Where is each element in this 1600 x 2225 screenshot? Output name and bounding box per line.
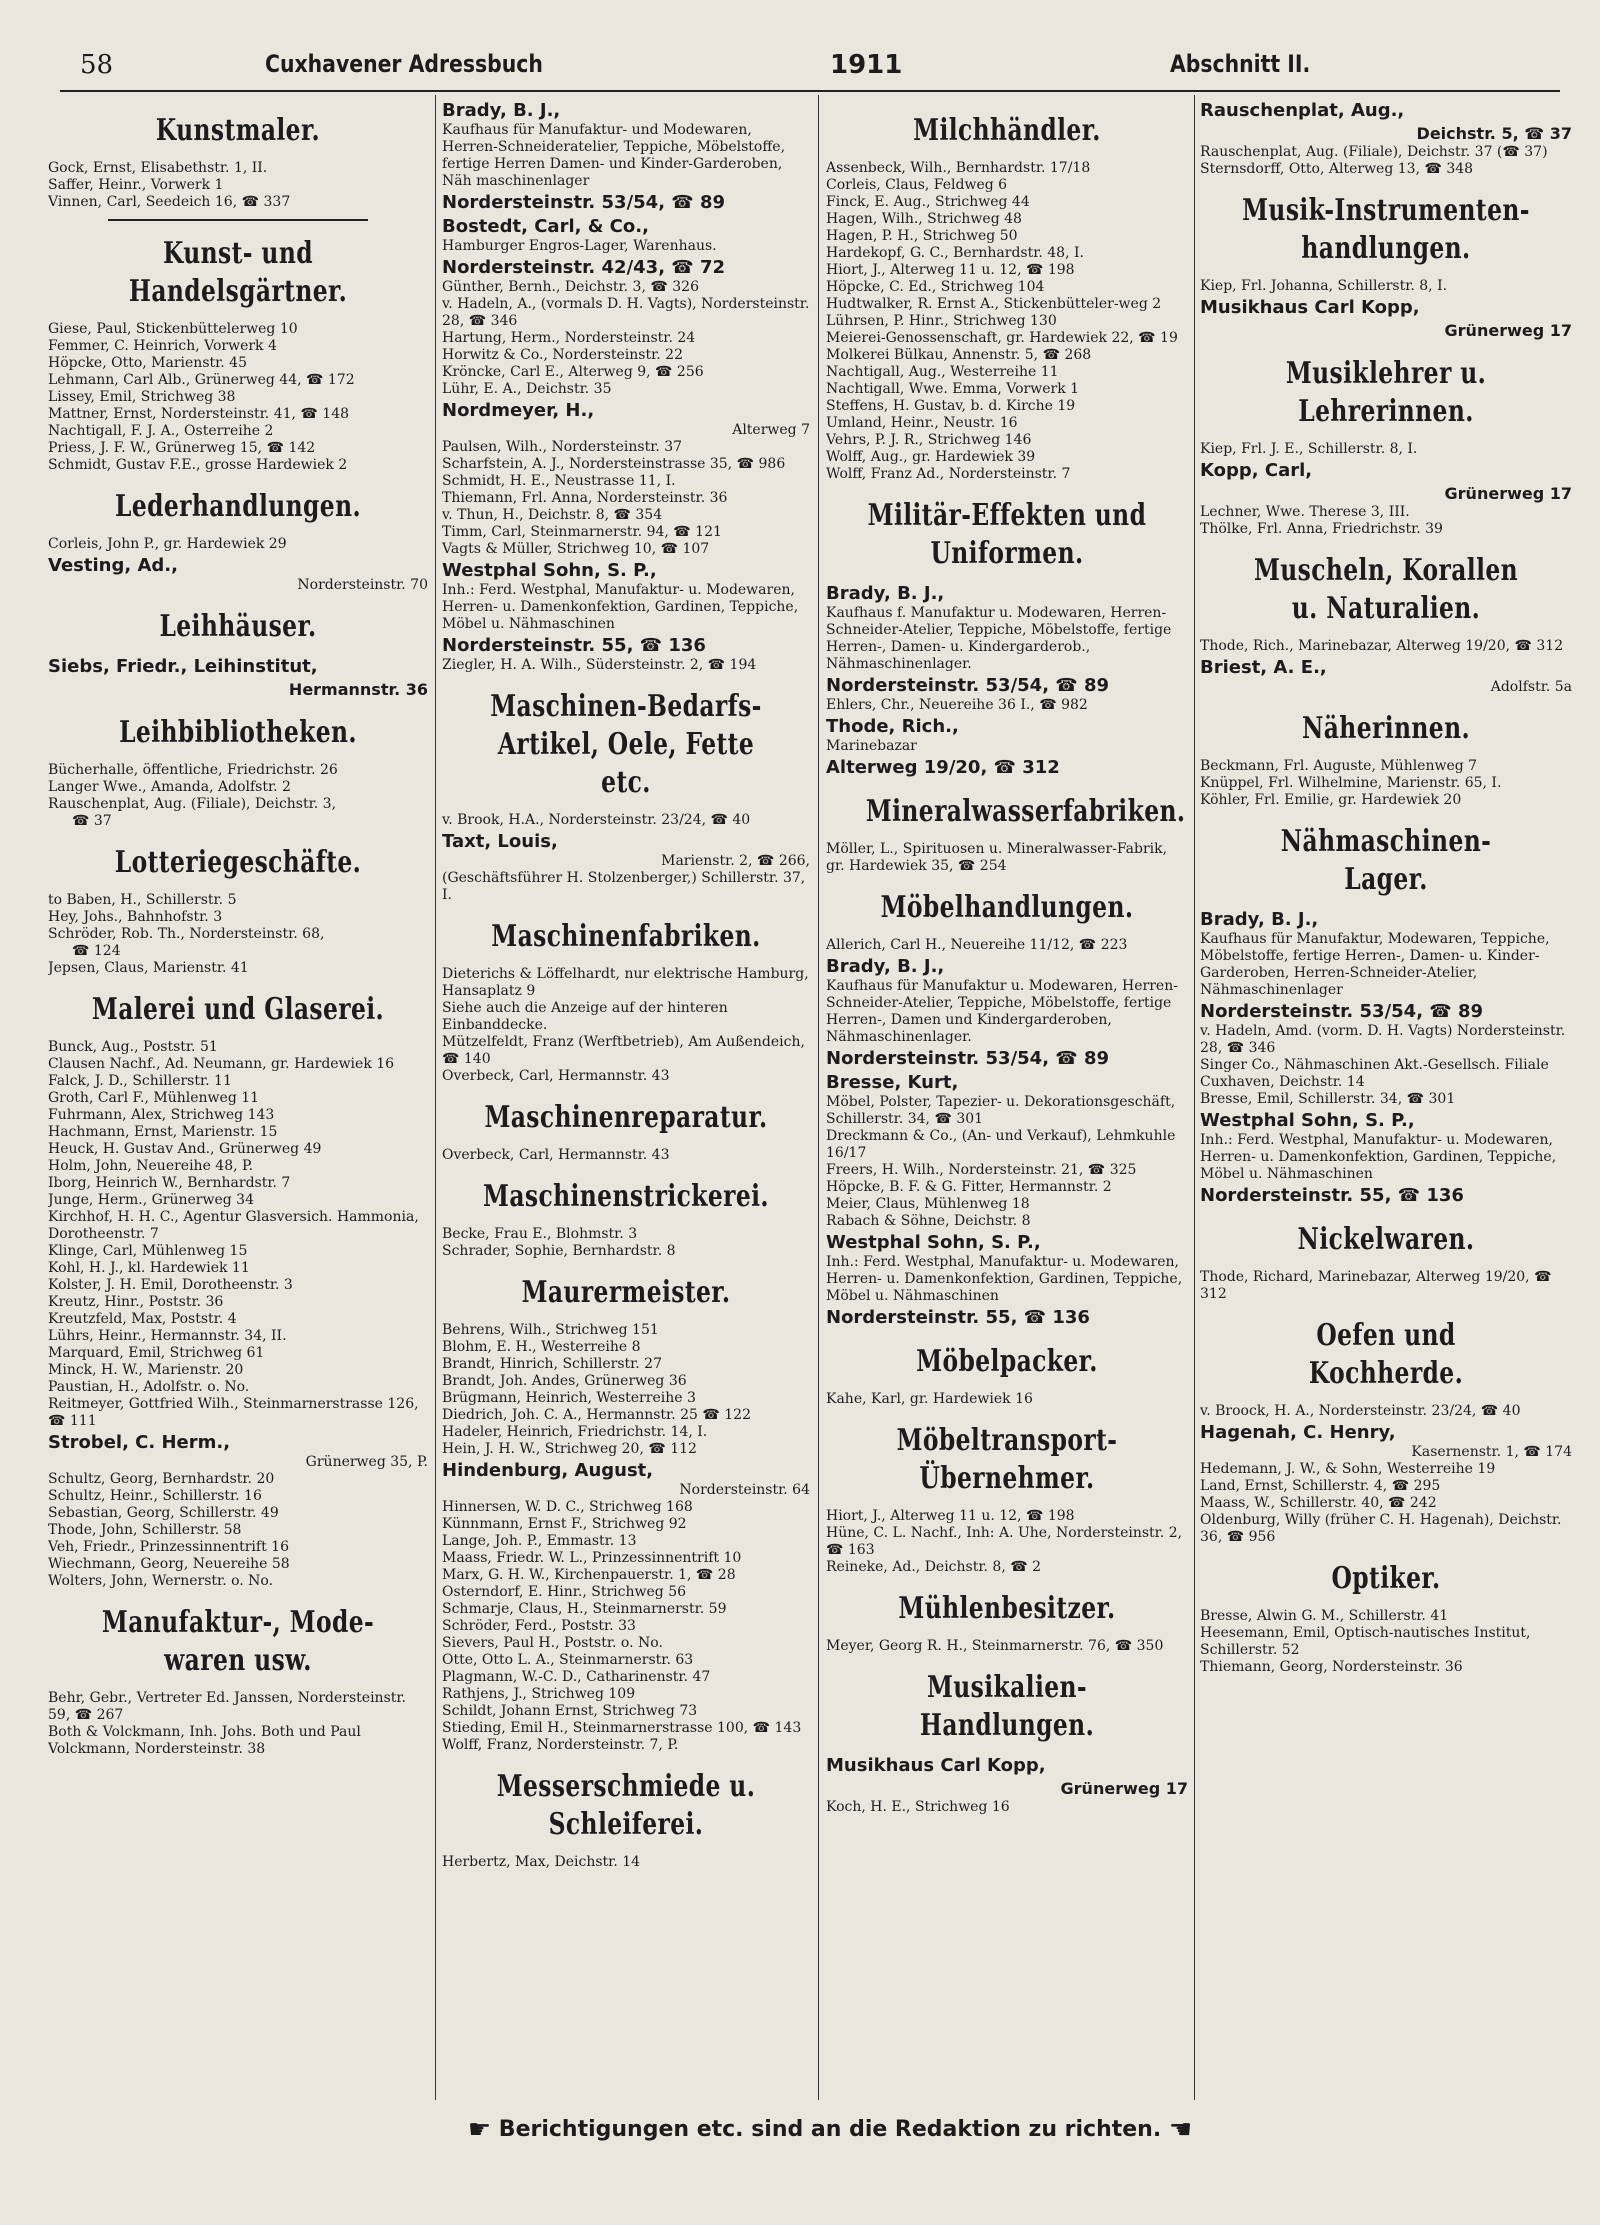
directory-entry: Dreckmann & Co., (An- und Verkauf), Lehmkuhle 16/17: [826, 1128, 1176, 1161]
directory-entry: Sievers, Paul H., Poststr. o. No.: [442, 1635, 663, 1651]
directory-entry: Köhler, Frl. Emilie, gr. Hardewiek 20: [1200, 792, 1462, 808]
category-heading: Kunstmaler.: [155, 113, 321, 148]
directory-entry: Schultz, Georg, Bernhardstr. 20: [48, 1471, 275, 1487]
directory-entry: Ziegler, H. A. Wilh., Südersteinstr. 2, ☎ 194: [442, 657, 757, 673]
directory-entry: Bresse, Alwin G. M., Schillerstr. 41: [1200, 1608, 1449, 1624]
directory-entry: (Geschäftsführer H. Stolzenberger,) Schillerstr. 37, I.: [442, 870, 806, 903]
category-heading: Möbelhandlungen.: [880, 890, 1134, 925]
footer-text: Berichtigungen etc. sind an die Redaktion zu richten.: [498, 2117, 1162, 2142]
directory-entry: Lissey, Emil, Strichweg 38: [48, 389, 236, 405]
directory-entry: Sebastian, Georg, Schillerstr. 49: [48, 1505, 279, 1521]
directory-entry: Maass, W., Schillerstr. 40, ☎ 242: [1200, 1495, 1437, 1511]
directory-entry: Hey, Johs., Bahnhofstr. 3: [48, 909, 223, 925]
featured-entry: Grünerweg 17: [1060, 1779, 1188, 1798]
directory-entry: Corleis, John P., gr. Hardewiek 29: [48, 536, 287, 552]
directory-entry: Kolster, J. H. Emil, Dorotheenstr. 3: [48, 1277, 293, 1293]
directory-entry: Both & Volckmann, Inh. Johs. Both und Paul Volckmann, Nordersteinstr. 38: [48, 1724, 361, 1757]
directory-entry: v. Broock, H. A., Nordersteinstr. 23/24, ☎ 40: [1200, 1403, 1521, 1419]
directory-entry: Hein, J. H. W., Strichweg 20, ☎ 112: [442, 1441, 697, 1457]
directory-entry: Reineke, Ad., Deichstr. 8, ☎ 2: [826, 1559, 1042, 1575]
directory-entry: Brandt, Hinrich, Schillerstr. 27: [442, 1356, 663, 1372]
featured-entry: Nordersteinstr. 55, ☎ 136: [1200, 1185, 1464, 1206]
directory-entry: Möller, L., Spirituosen u. Mineralwasser-Fabrik, gr. Hardewiek 35, ☎ 254: [826, 841, 1168, 874]
category-heading: Maurermeister.: [521, 1275, 731, 1310]
directory-entry: Wolff, Franz, Nordersteinstr. 7, P.: [442, 1737, 679, 1753]
directory-entry: Kahe, Karl, gr. Hardewiek 16: [826, 1391, 1033, 1407]
directory-entry: Priess, J. F. W., Grünerweg 15, ☎ 142: [48, 440, 316, 456]
directory-entry: Hüne, C. L. Nachf., Inh: A. Uhe, Nordersteinstr. 2, ☎ 163: [826, 1525, 1183, 1558]
category-heading: Musikalien-Handlungen.: [919, 1670, 1095, 1743]
directory-entry: Hagen, P. H., Strichweg 50: [826, 228, 1018, 244]
category-heading: Malerei und Glaserei.: [91, 992, 385, 1027]
featured-entry: Taxt, Louis,: [442, 831, 558, 852]
category-heading: Maschinenreparatur.: [484, 1100, 768, 1135]
directory-entry: to Baben, H., Schillerstr. 5: [48, 892, 237, 908]
category-heading: Möbeltransport-Übernehmer.: [896, 1423, 1118, 1496]
directory-entry: Osterndorf, E. Hinr., Strichweg 56: [442, 1584, 687, 1600]
featured-entry: Nordersteinstr. 53/54, ☎ 89: [1200, 1001, 1484, 1022]
featured-entry: Kopp, Carl,: [1200, 460, 1313, 481]
featured-entry: Hindenburg, August,: [442, 1460, 654, 1481]
featured-entry: Nordersteinstr. 53/54, ☎ 89: [826, 1048, 1110, 1069]
directory-entry: Horwitz & Co., Nordersteinstr. 22: [442, 347, 683, 363]
directory-entry: ☎ 124: [72, 943, 121, 959]
featured-entry: Westphal Sohn, S. P.,: [1200, 1110, 1415, 1131]
featured-entry: Nordmeyer, H.,: [442, 400, 595, 421]
directory-entry: Hachmann, Ernst, Marienstr. 15: [48, 1124, 278, 1140]
category-heading: Lederhandlungen.: [114, 489, 362, 524]
featured-entry: Hermannstr. 36: [288, 680, 428, 699]
directory-entry: Thölke, Frl. Anna, Friedrichstr. 39: [1200, 521, 1443, 537]
featured-entry: Musikhaus Carl Kopp,: [1200, 297, 1420, 318]
directory-entry: Langer Wwe., Amanda, Adolfstr. 2: [48, 779, 291, 795]
directory-entry: Kröncke, Carl E., Alterweg 9, ☎ 256: [442, 364, 704, 380]
directory-entry: Hartung, Herm., Nordersteinstr. 24: [442, 330, 696, 346]
directory-entry: Marquard, Emil, Strichweg 61: [48, 1345, 265, 1361]
directory-entry: Günther, Bernh., Deichstr. 3, ☎ 326: [442, 279, 699, 295]
column-1: [48, 98, 428, 2100]
directory-entry: Schrader, Sophie, Bernhardstr. 8: [442, 1243, 676, 1259]
directory-entry: Falck, J. D., Schillerstr. 11: [48, 1073, 232, 1089]
directory-entry: Mattner, Ernst, Nordersteinstr. 41, ☎ 148: [48, 406, 350, 422]
featured-entry: Nordersteinstr. 55, ☎ 136: [442, 635, 706, 656]
category-heading: Nähmaschinen-Lager.: [1280, 824, 1492, 897]
directory-entry: Künnmann, Ernst F., Strichweg 92: [442, 1516, 687, 1532]
directory-entry: Alterweg 7: [732, 422, 810, 438]
column-2: [442, 98, 810, 2100]
directory-entry: Minck, H. W., Marienstr. 20: [48, 1362, 244, 1378]
directory-entry: Herbertz, Max, Deichstr. 14: [442, 1854, 641, 1870]
category-heading: Musik-Instrumenten-handlungen.: [1242, 193, 1530, 266]
directory-entry: Veh, Friedr., Prinzessinnentrift 16: [48, 1539, 289, 1555]
directory-entry: Siehe auch die Anzeige auf der hinteren Einbanddecke.: [442, 1000, 728, 1033]
directory-entry: Assenbeck, Wilh., Bernhardstr. 17/18: [826, 160, 1091, 176]
directory-entry: Holm, John, Neuereihe 48, P.: [48, 1158, 254, 1174]
directory-entry: Lühr, E. A., Deichstr. 35: [442, 381, 612, 397]
directory-entry: Plagmann, W.-C. D., Catharinenstr. 47: [442, 1669, 711, 1685]
directory-entry: Thode, Rich., Marinebazar, Alterweg 19/20, ☎ 312: [1200, 638, 1564, 654]
featured-entry: Brady, B. J.,: [826, 583, 945, 604]
directory-entry: Wolters, John, Wernerstr. o. No.: [48, 1573, 274, 1589]
category-heading: Militär-Effekten und Uniformen.: [867, 498, 1147, 571]
directory-entry: Diedrich, Joh. C. A., Hermannstr. 25 ☎ 122: [442, 1407, 751, 1423]
directory-entry: Hamburger Engros-Lager, Warenhaus.: [442, 238, 717, 254]
directory-entry: Schmidt, H. E., Neustrasse 11, I.: [442, 473, 676, 489]
directory-entry: Knüppel, Frl. Wilhelmine, Marienstr. 65, I.: [1200, 775, 1502, 791]
directory-entry: Koch, H. E., Strichweg 16: [826, 1799, 1010, 1815]
directory-entry: Höpcke, C. Ed., Strichweg 104: [826, 279, 1045, 295]
directory-entry: Kohl, H. J., kl. Hardewiek 11: [48, 1260, 250, 1276]
directory-entry: Schmidt, Gustav F.E., grosse Hardewiek 2: [48, 457, 348, 473]
directory-entry: Scharfstein, A. J., Nordersteinstrasse 35, ☎ 986: [442, 456, 786, 472]
featured-entry: Hagenah, C. Henry,: [1200, 1422, 1396, 1443]
category-heading: Muscheln, Korallen u. Naturalien.: [1253, 553, 1519, 626]
directory-entry: Nachtigall, Aug., Westerreihe 11: [826, 364, 1059, 380]
directory-entry: Meyer, Georg R. H., Steinmarnerstr. 76, ☎ 350: [826, 1638, 1164, 1654]
directory-entry: Nordersteinstr. 70: [297, 577, 428, 593]
column-divider: [435, 95, 436, 2100]
directory-entry: Hagen, Wilh., Strichweg 48: [826, 211, 1022, 227]
featured-entry: Grünerweg 17: [1444, 484, 1572, 503]
featured-entry: Brady, B. J.,: [826, 956, 945, 977]
featured-entry: Strobel, C. Herm.,: [48, 1432, 231, 1453]
directory-entry: v. Brook, H.A., Nordersteinstr. 23/24, ☎ 40: [442, 812, 751, 828]
directory-entry: Höpcke, Otto, Marienstr. 45: [48, 355, 248, 371]
directory-entry: Brandt, Joh. Andes, Grünerweg 36: [442, 1373, 687, 1389]
directory-entry: Hedemann, J. W., & Sohn, Westerreihe 19: [1200, 1461, 1496, 1477]
directory-entry: Dieterichs & Löffelhardt, nur elektrische Hamburg, Hansaplatz 9: [442, 966, 809, 999]
book-title: Cuxhavener Adressbuch: [265, 50, 543, 78]
category-heading: Leihhäuser.: [159, 609, 317, 644]
directory-entry: Vehrs, P. J. R., Strichweg 146: [826, 432, 1032, 448]
featured-entry: Bostedt, Carl, & Co.,: [442, 216, 649, 237]
directory-entry: Gock, Ernst, Elisabethstr. 1, II.: [48, 160, 268, 176]
directory-entry: Meierei-Genossenschaft, gr. Hardewiek 22, ☎ 19: [826, 330, 1178, 346]
category-heading: Maschinenfabriken.: [491, 919, 761, 954]
directory-entry: Paulsen, Wilh., Nordersteinstr. 37: [442, 439, 683, 455]
directory-entry: Kasernenstr. 1, ☎ 174: [1411, 1444, 1572, 1460]
directory-entry: Thiemann, Georg, Nordersteinstr. 36: [1200, 1659, 1463, 1675]
directory-entry: Saffer, Heinr., Vorwerk 1: [48, 177, 224, 193]
category-heading: Lotteriegeschäfte.: [114, 845, 362, 880]
directory-entry: Lührsen, P. Hinr., Strichweg 130: [826, 313, 1057, 329]
directory-entry: Paustian, H., Adolfstr. o. No.: [48, 1379, 250, 1395]
directory-entry: Thiemann, Frl. Anna, Nordersteinstr. 36: [442, 490, 728, 506]
directory-entry: Lehmann, Carl Alb., Grünerweg 44, ☎ 172: [48, 372, 355, 388]
pointing-hand-left-icon: ☚: [1168, 2115, 1193, 2145]
directory-entry: Bunck, Aug., Poststr. 51: [48, 1039, 218, 1055]
featured-entry: Alterweg 19/20, ☎ 312: [826, 757, 1060, 778]
directory-entry: Inh.: Ferd. Westphal, Manufaktur- u. Modewaren, Herren- u. Damenkonfektion, Gardinen, Teppiche, Möbel u. Nähmaschinen: [1200, 1132, 1557, 1182]
category-heading: Maschinenstrickerei.: [483, 1179, 769, 1214]
directory-entry: Schmarje, Claus, H., Steinmarnerstr. 59: [442, 1601, 727, 1617]
featured-entry: Vesting, Ad.,: [48, 555, 178, 576]
directory-entry: Lange, Joh. P., Emmastr. 13: [442, 1533, 637, 1549]
directory-entry: Reitmeyer, Gottfried Wilh., Steinmarnerstrasse 126, ☎ 111: [48, 1396, 419, 1429]
column-3: [826, 98, 1188, 2100]
directory-entry: Kiep, Frl. J. E., Schillerstr. 8, I.: [1200, 441, 1418, 457]
directory-entry: Möbel, Polster, Tapezier- u. Dekorationsgeschäft, Schillerstr. 34, ☎ 301: [826, 1094, 1176, 1127]
directory-entry: Clausen Nachf., Ad. Neumann, gr. Hardewiek 16: [48, 1056, 395, 1072]
category-heading: Optiker.: [1331, 1561, 1441, 1596]
directory-entry: Maass, Friedr. W. L., Prinzessinnentrift 10: [442, 1550, 742, 1566]
directory-entry: Vinnen, Carl, Seedeich 16, ☎ 337: [48, 194, 291, 210]
directory-entry: Lührs, Heinr., Hermannstr. 34, II.: [48, 1328, 287, 1344]
category-heading: Kunst- und Handelsgärtner.: [128, 236, 348, 309]
directory-entry: Iborg, Heinrich W., Bernhardstr. 7: [48, 1175, 291, 1191]
directory-entry: Hardekopf, G. C., Bernhardstr. 48, I.: [826, 245, 1084, 261]
directory-entry: Jepsen, Claus, Marienstr. 41: [48, 960, 249, 976]
directory-entry: Inh.: Ferd. Westphal, Manufaktur- u. Modewaren, Herren- u. Damenkonfektion, Gardinen, Teppiche, Möbel u. Nähmaschinen: [826, 1254, 1183, 1304]
footer-note: [380, 2112, 1280, 2148]
directory-entry: Steffens, H. Gustav, b. d. Kirche 19: [826, 398, 1076, 414]
directory-entry: Schröder, Rob. Th., Nordersteinstr. 68,: [48, 926, 325, 942]
directory-entry: Sternsdorff, Otto, Alterweg 13, ☎ 348: [1200, 161, 1474, 177]
featured-entry: Bresse, Kurt,: [826, 1072, 959, 1093]
column-divider: [818, 95, 819, 2100]
category-heading: Musiklehrer u. Lehrerinnen.: [1285, 356, 1487, 429]
directory-entry: Allerich, Carl H., Neuereihe 11/12, ☎ 223: [826, 937, 1128, 953]
category-heading: Leihbibliotheken.: [119, 715, 357, 750]
featured-entry: Nordersteinstr. 55, ☎ 136: [826, 1307, 1090, 1328]
featured-entry: Siebs, Friedr., Leihinstitut,: [48, 656, 318, 677]
directory-entry: Lechner, Wwe. Therese 3, III.: [1200, 504, 1410, 520]
featured-entry: Grünerweg 17: [1444, 321, 1572, 340]
page-number: 58: [80, 50, 114, 80]
category-heading: Mineralwasserfabriken.: [865, 794, 1186, 829]
directory-entry: Bresse, Emil, Schillerstr. 34, ☎ 301: [1200, 1091, 1456, 1107]
category-heading: Milchhändler.: [913, 113, 1101, 148]
directory-entry: Kirchhof, H. H. C., Agentur Glasversich. Hammonia, Dorotheenstr. 7: [48, 1209, 419, 1242]
category-heading: Möbelpacker.: [916, 1344, 1098, 1379]
featured-entry: Briest, A. E.,: [1200, 657, 1327, 678]
directory-entry: Molkerei Bülkau, Annenstr. 5, ☎ 268: [826, 347, 1092, 363]
directory-entry: Femmer, C. Heinrich, Vorwerk 4: [48, 338, 277, 354]
directory-entry: Otte, Otto L. A., Steinmarnerstr. 63: [442, 1652, 694, 1668]
directory-entry: Schröder, Ferd., Poststr. 33: [442, 1618, 636, 1634]
directory-entry: Junge, Herm., Grünerweg 34: [48, 1192, 254, 1208]
directory-entry: v. Thun, H., Deichstr. 8, ☎ 354: [442, 507, 663, 523]
directory-entry: v. Hadeln, A., (vormals D. H. Vagts), Nordersteinstr. 28, ☎ 346: [442, 296, 810, 329]
directory-entry: Brügmann, Heinrich, Westerreihe 3: [442, 1390, 696, 1406]
directory-entry: Wolff, Franz Ad., Nordersteinstr. 7: [826, 466, 1071, 482]
directory-entry: Nachtigall, F. J. A., Osterreihe 2: [48, 423, 274, 439]
directory-entry: Rauschenplat, Aug. (Filiale), Deichstr. 3,: [48, 796, 337, 812]
directory-entry: Beckmann, Frl. Auguste, Mühlenweg 7: [1200, 758, 1478, 774]
featured-entry: Westphal Sohn, S. P.,: [442, 560, 657, 581]
directory-entry: Ehlers, Chr., Neuereihe 36 I., ☎ 982: [826, 697, 1088, 713]
featured-entry: Rauschenplat, Aug.,: [1200, 100, 1405, 121]
directory-entry: Hadeler, Heinrich, Friedrichstr. 14, I.: [442, 1424, 708, 1440]
directory-entry: Heuck, H. Gustav And., Grünerweg 49: [48, 1141, 322, 1157]
directory-entry: Inh.: Ferd. Westphal, Manufaktur- u. Modewaren, Herren- u. Damenkonfektion, Gardinen, Teppiche, Möbel u. Nähmaschinen: [442, 582, 799, 632]
featured-entry: Brady, B. J.,: [442, 100, 561, 121]
directory-entry: Freers, H. Wilh., Nordersteinstr. 21, ☎ 325: [826, 1162, 1137, 1178]
directory-entry: Kaufhaus für Manufaktur, Modewaren, Teppiche, Möbelstoffe, fertige Herren-, Damen- u. Kinder-Garderoben, Herren-Schneider-Atelier, Nähmaschinenlager: [1200, 931, 1550, 998]
directory-entry: Nordersteinstr. 64: [679, 1482, 810, 1498]
directory-entry: Marienstr. 2, ☎ 266,: [661, 853, 810, 869]
section-title: Abschnitt II.: [1170, 50, 1311, 78]
directory-entry: Behrens, Wilh., Strichweg 151: [442, 1322, 659, 1338]
directory-entry: Groth, Carl F., Mühlenweg 11: [48, 1090, 260, 1106]
featured-entry: Nordersteinstr. 53/54, ☎ 89: [826, 675, 1110, 696]
directory-entry: Wiechmann, Georg, Neuereihe 58: [48, 1556, 290, 1572]
directory-entry: Blohm, E. H., Westerreihe 8: [442, 1339, 641, 1355]
category-heading: Oefen und Kochherde.: [1308, 1318, 1464, 1391]
directory-entry: Marx, G. H. W., Kirchenpauerstr. 1, ☎ 28: [442, 1567, 736, 1583]
pointing-hand-right-icon: ☛: [467, 2115, 492, 2145]
directory-entry: Schildt, Johann Ernst, Strichweg 73: [442, 1703, 698, 1719]
category-heading: Näherinnen.: [1301, 711, 1471, 746]
featured-entry: Thode, Rich.,: [826, 716, 959, 737]
directory-entry: Klinge, Carl, Mühlenweg 15: [48, 1243, 248, 1259]
directory-entry: Marinebazar: [826, 738, 917, 754]
directory-entry: Rauschenplat, Aug. (Filiale), Deichstr. 37 (☎ 37): [1200, 144, 1548, 160]
directory-entry: Kreutz, Hinr., Poststr. 36: [48, 1294, 224, 1310]
directory-entry: v. Hadeln, Amd. (vorm. D. H. Vagts) Nordersteinstr. 28, ☎ 346: [1200, 1023, 1566, 1056]
directory-entry: Wolff, Aug., gr. Hardewiek 39: [826, 449, 1036, 465]
directory-entry: Nachtigall, Wwe. Emma, Vorwerk 1: [826, 381, 1080, 397]
directory-entry: Finck, E. Aug., Strichweg 44: [826, 194, 1030, 210]
directory-entry: Giese, Paul, Stickenbüttelerweg 10: [48, 321, 298, 337]
directory-entry: Overbeck, Carl, Hermannstr. 43: [442, 1068, 670, 1084]
directory-entry: Stieding, Emil H., Steinmarnerstrasse 100, ☎ 143: [442, 1720, 802, 1736]
featured-entry: Nordersteinstr. 42/43, ☎ 72: [442, 257, 726, 278]
directory-entry: Kaufhaus für Manufaktur u. Modewaren, Herren-Schneider-Atelier, Teppiche, Möbelstoffe, fertige Herren-, Damen und Kindergarderoben, Nähmaschinenlager.: [826, 978, 1178, 1045]
directory-entry: Becke, Frau E., Blohmstr. 3: [442, 1226, 638, 1242]
directory-entry: Mützelfeldt, Franz (Werftbetrieb), Am Außendeich, ☎ 140: [442, 1034, 805, 1067]
directory-entry: Timm, Carl, Steinmarnerstr. 94, ☎ 121: [442, 524, 722, 540]
directory-entry: Hudtwalker, R. Ernst A., Stickenbütteler-weg 2: [826, 296, 1162, 312]
directory-entry: Oldenburg, Willy (früher C. H. Hagenah), Deichstr. 36, ☎ 956: [1200, 1512, 1562, 1545]
directory-entry: Umland, Heinr., Neustr. 16: [826, 415, 1018, 431]
featured-entry: Nordersteinstr. 53/54, ☎ 89: [442, 192, 726, 213]
directory-entry: Kaufhaus für Manufaktur- und Modewaren, Herren-Schneideratelier, Teppiche, Möbelstoffe, fertige Herren Damen- und Kinder-Garderoben, Näh maschinenlager: [442, 122, 786, 189]
directory-entry: Rabach & Söhne, Deichstr. 8: [826, 1213, 1031, 1229]
directory-entry: Corleis, Claus, Feldweg 6: [826, 177, 1008, 193]
featured-entry: Brady, B. J.,: [1200, 909, 1319, 930]
directory-entry: Kreutzfeld, Max, Poststr. 4: [48, 1311, 237, 1327]
directory-entry: Grünerweg 35, P.: [305, 1454, 428, 1470]
directory-entry: Thode, John, Schillerstr. 58: [48, 1522, 242, 1538]
directory-entry: Heesemann, Emil, Optisch-nautisches Institut, Schillerstr. 52: [1200, 1625, 1531, 1658]
directory-entry: Schultz, Heinr., Schillerstr. 16: [48, 1488, 262, 1504]
directory-entry: Thode, Richard, Marinebazar, Alterweg 19/20, ☎ 312: [1200, 1269, 1552, 1302]
featured-entry: Deichstr. 5, ☎ 37: [1416, 124, 1572, 143]
directory-entry: Rathjens, J., Strichweg 109: [442, 1686, 636, 1702]
directory-entry: ☎ 37: [72, 813, 112, 829]
directory-entry: Höpcke, B. F. & G. Fitter, Hermannstr. 2: [826, 1179, 1112, 1195]
category-heading: Mühlenbesitzer.: [898, 1591, 1116, 1626]
directory-entry: Hiort, J., Alterweg 11 u. 12, ☎ 198: [826, 1508, 1075, 1524]
directory-entry: Overbeck, Carl, Hermannstr. 43: [442, 1147, 670, 1163]
year: 1911: [830, 50, 903, 80]
directory-entry: Adolfstr. 5a: [1490, 679, 1572, 695]
directory-entry: Hiort, J., Alterweg 11 u. 12, ☎ 198: [826, 262, 1075, 278]
directory-entry: Kaufhaus f. Manufaktur u. Modewaren, Herren-Schneider-Atelier, Teppiche, Möbelstoffe, fertige Herren-, Damen- u. Kindergarderob., Nähmaschinenlager.: [826, 605, 1172, 672]
featured-entry: Westphal Sohn, S. P.,: [826, 1232, 1041, 1253]
directory-entry: Meier, Claus, Mühlenweg 18: [826, 1196, 1030, 1212]
directory-entry: Vagts & Müller, Strichweg 10, ☎ 107: [442, 541, 710, 557]
directory-entry: Hinnersen, W. D. C., Strichweg 168: [442, 1499, 693, 1515]
page-header: [60, 48, 1560, 92]
column-4: [1200, 98, 1572, 2100]
category-heading: Nickelwaren.: [1297, 1222, 1475, 1257]
directory-entry: Fuhrmann, Alex, Strichweg 143: [48, 1107, 275, 1123]
featured-entry: Musikhaus Carl Kopp,: [826, 1755, 1046, 1776]
directory-entry: Kiep, Frl. Johanna, Schillerstr. 8, I.: [1200, 278, 1448, 294]
column-divider: [1194, 95, 1195, 2100]
directory-entry: Behr, Gebr., Vertreter Ed. Janssen, Nordersteinstr. 59, ☎ 267: [48, 1690, 406, 1723]
directory-entry: Bücherhalle, öffentliche, Friedrichstr. 26: [48, 762, 338, 778]
directory-entry: Singer Co., Nähmaschinen Akt.-Gesellsch. Filiale Cuxhaven, Deichstr. 14: [1200, 1057, 1549, 1090]
directory-entry: Land, Ernst, Schillerstr. 4, ☎ 295: [1200, 1478, 1441, 1494]
category-heading: Messerschmiede u. Schleiferei.: [496, 1769, 756, 1842]
section-rule: [108, 219, 368, 221]
category-heading: Maschinen-Bedarfs-Artikel, Oele, Fette etc.: [490, 689, 762, 800]
category-heading: Manufaktur-, Mode-waren usw.: [101, 1605, 375, 1678]
